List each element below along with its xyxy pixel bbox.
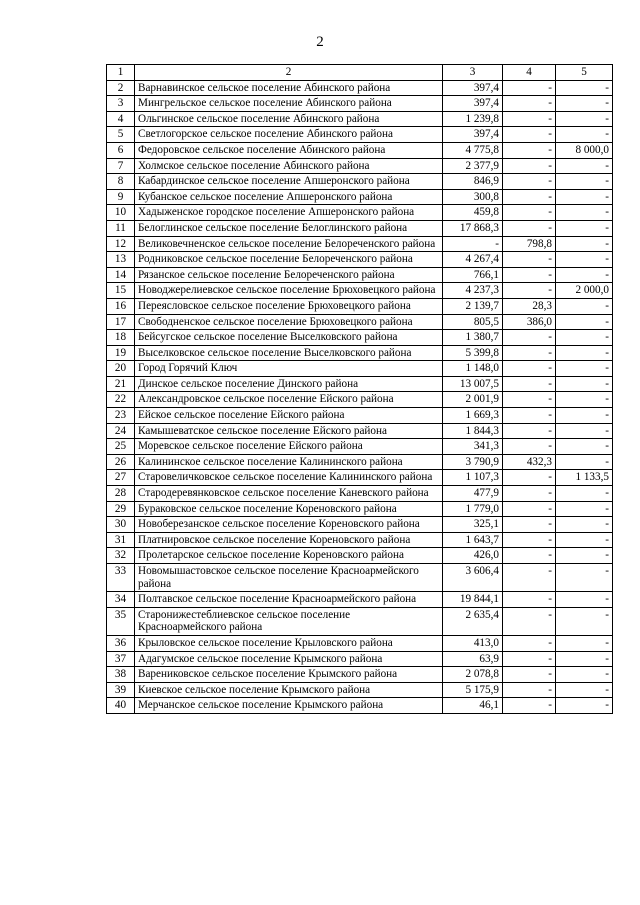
row-number-cell: 8 xyxy=(107,174,135,190)
row-number-cell: 27 xyxy=(107,470,135,486)
value-col3-cell: 426,0 xyxy=(443,548,503,564)
value-col3-cell: - xyxy=(443,236,503,252)
row-number-cell: 34 xyxy=(107,592,135,608)
row-number-cell: 16 xyxy=(107,298,135,314)
value-col4-cell: - xyxy=(503,361,556,377)
value-col4-cell: - xyxy=(503,635,556,651)
table-row xyxy=(107,682,613,698)
settlement-name-cell: Ольгинское сельское поселение Абинского района xyxy=(135,111,443,127)
value-col4-cell: 386,0 xyxy=(503,314,556,330)
value-col4-cell: - xyxy=(503,111,556,127)
table-row xyxy=(107,698,613,714)
table-row xyxy=(107,236,613,252)
settlement-name-cell: Федоровское сельское поселение Абинского района xyxy=(135,142,443,158)
value-col5-cell: - xyxy=(556,392,613,408)
value-col5-cell: 1 133,5 xyxy=(556,470,613,486)
value-col4-cell: - xyxy=(503,158,556,174)
row-number-cell: 13 xyxy=(107,252,135,268)
value-col5-cell: - xyxy=(556,682,613,698)
value-col5-cell: - xyxy=(556,501,613,517)
value-col3-cell: 766,1 xyxy=(443,267,503,283)
value-col4-cell: - xyxy=(503,252,556,268)
value-col5-cell: - xyxy=(556,174,613,190)
table-row xyxy=(107,651,613,667)
row-number-cell: 17 xyxy=(107,314,135,330)
value-col3-cell: 19 844,1 xyxy=(443,592,503,608)
value-col4-cell: - xyxy=(503,127,556,143)
value-col3-cell: 805,5 xyxy=(443,314,503,330)
table-row xyxy=(107,142,613,158)
settlement-name-cell: Кабардинское сельское поселение Апшеронского района xyxy=(135,174,443,190)
settlement-name-cell: Свободненское сельское поселение Брюховецкого района xyxy=(135,314,443,330)
value-col5-cell: - xyxy=(556,564,613,592)
value-col4-cell: 432,3 xyxy=(503,454,556,470)
value-col3-cell: 5 399,8 xyxy=(443,345,503,361)
value-col3-cell: 1 643,7 xyxy=(443,532,503,548)
row-number-cell: 19 xyxy=(107,345,135,361)
row-number-cell: 3 xyxy=(107,96,135,112)
value-col4-cell: - xyxy=(503,548,556,564)
settlement-name-cell: Белоглинское сельское поселение Белоглинского района xyxy=(135,220,443,236)
value-col5-cell: - xyxy=(556,189,613,205)
value-col4-cell: - xyxy=(503,220,556,236)
value-col5-cell: - xyxy=(556,698,613,714)
value-col3-cell: 1 380,7 xyxy=(443,330,503,346)
row-number-cell: 28 xyxy=(107,486,135,502)
value-col3-cell: 2 001,9 xyxy=(443,392,503,408)
settlement-name-cell: Киевское сельское поселение Крымского района xyxy=(135,682,443,698)
table-row xyxy=(107,564,613,592)
table-row xyxy=(107,345,613,361)
table-row xyxy=(107,80,613,96)
settlement-name-cell: Выселковское сельское поселение Выселковского района xyxy=(135,345,443,361)
settlement-name-cell: Варениковское сельское поселение Крымского района xyxy=(135,667,443,683)
value-col5-cell: - xyxy=(556,236,613,252)
row-number-cell: 10 xyxy=(107,205,135,221)
row-number-cell: 15 xyxy=(107,283,135,299)
value-col5-cell: - xyxy=(556,205,613,221)
value-col4-cell: - xyxy=(503,607,556,635)
value-col4-cell: - xyxy=(503,564,556,592)
table-row xyxy=(107,252,613,268)
value-col4-cell: - xyxy=(503,174,556,190)
table-row xyxy=(107,592,613,608)
table-row xyxy=(107,439,613,455)
value-col3-cell: 397,4 xyxy=(443,80,503,96)
value-col5-cell: - xyxy=(556,532,613,548)
value-col5-cell: - xyxy=(556,361,613,377)
value-col4-cell: - xyxy=(503,283,556,299)
value-col5-cell: - xyxy=(556,517,613,533)
row-number-cell: 40 xyxy=(107,698,135,714)
value-col5-cell: 2 000,0 xyxy=(556,283,613,299)
value-col4-cell: - xyxy=(503,142,556,158)
table-row xyxy=(107,607,613,635)
value-col3-cell: 1 148,0 xyxy=(443,361,503,377)
value-col4-cell: - xyxy=(503,667,556,683)
column-header: 1 xyxy=(107,65,135,81)
row-number-cell: 31 xyxy=(107,532,135,548)
settlement-name-cell: Стародеревянковское сельское поселение Каневского района xyxy=(135,486,443,502)
value-col4-cell: - xyxy=(503,330,556,346)
row-number-cell: 11 xyxy=(107,220,135,236)
value-col3-cell: 397,4 xyxy=(443,96,503,112)
table-row xyxy=(107,205,613,221)
table-row xyxy=(107,392,613,408)
table-row xyxy=(107,635,613,651)
value-col4-cell: - xyxy=(503,470,556,486)
settlement-name-cell: Холмское сельское поселение Абинского района xyxy=(135,158,443,174)
value-col4-cell: - xyxy=(503,189,556,205)
value-col3-cell: 2 078,8 xyxy=(443,667,503,683)
settlement-name-cell: Моревское сельское поселение Ейского района xyxy=(135,439,443,455)
value-col4-cell: - xyxy=(503,698,556,714)
column-header: 5 xyxy=(556,65,613,81)
table-row xyxy=(107,501,613,517)
row-number-cell: 33 xyxy=(107,564,135,592)
table-row xyxy=(107,283,613,299)
row-number-cell: 39 xyxy=(107,682,135,698)
value-col5-cell: - xyxy=(556,267,613,283)
row-number-cell: 18 xyxy=(107,330,135,346)
value-col5-cell: - xyxy=(556,423,613,439)
table-row xyxy=(107,423,613,439)
value-col3-cell: 846,9 xyxy=(443,174,503,190)
settlement-name-cell: Переясловское сельское поселение Брюховецкого района xyxy=(135,298,443,314)
table-row xyxy=(107,96,613,112)
settlements-table xyxy=(106,64,613,714)
row-number-cell: 23 xyxy=(107,408,135,424)
row-number-cell: 30 xyxy=(107,517,135,533)
value-col3-cell: 1 844,3 xyxy=(443,423,503,439)
row-number-cell: 24 xyxy=(107,423,135,439)
value-col5-cell: - xyxy=(556,158,613,174)
row-number-cell: 25 xyxy=(107,439,135,455)
value-col4-cell: - xyxy=(503,682,556,698)
value-col4-cell: - xyxy=(503,392,556,408)
row-number-cell: 7 xyxy=(107,158,135,174)
value-col3-cell: 413,0 xyxy=(443,635,503,651)
value-col4-cell: - xyxy=(503,345,556,361)
value-col3-cell: 1 669,3 xyxy=(443,408,503,424)
value-col3-cell: 325,1 xyxy=(443,517,503,533)
row-number-cell: 22 xyxy=(107,392,135,408)
settlement-name-cell: Хадыженское городское поселение Апшеронского района xyxy=(135,205,443,221)
row-number-cell: 2 xyxy=(107,80,135,96)
value-col3-cell: 3 606,4 xyxy=(443,564,503,592)
settlement-name-cell: Новоберезанское сельское поселение Кореновского района xyxy=(135,517,443,533)
value-col3-cell: 459,8 xyxy=(443,205,503,221)
settlement-name-cell: Мингрельское сельское поселение Абинского района xyxy=(135,96,443,112)
value-col3-cell: 2 635,4 xyxy=(443,607,503,635)
value-col5-cell: - xyxy=(556,439,613,455)
value-col5-cell: - xyxy=(556,127,613,143)
value-col3-cell: 46,1 xyxy=(443,698,503,714)
settlement-name-cell: Крыловское сельское поселение Крыловского района xyxy=(135,635,443,651)
settlement-name-cell: Светлогорское сельское поселение Абинского района xyxy=(135,127,443,143)
value-col5-cell: - xyxy=(556,80,613,96)
table-row xyxy=(107,454,613,470)
value-col5-cell: - xyxy=(556,548,613,564)
value-col4-cell: - xyxy=(503,592,556,608)
table-row xyxy=(107,408,613,424)
table-row xyxy=(107,220,613,236)
settlement-name-cell: Бураковское сельское поселение Кореновского района xyxy=(135,501,443,517)
value-col5-cell: - xyxy=(556,635,613,651)
value-col4-cell: - xyxy=(503,501,556,517)
value-col3-cell: 1 107,3 xyxy=(443,470,503,486)
row-number-cell: 29 xyxy=(107,501,135,517)
value-col5-cell: - xyxy=(556,345,613,361)
value-col4-cell: - xyxy=(503,439,556,455)
value-col3-cell: 3 790,9 xyxy=(443,454,503,470)
table-row xyxy=(107,111,613,127)
value-col4-cell: - xyxy=(503,651,556,667)
settlement-name-cell: Александровское сельское поселение Ейского района xyxy=(135,392,443,408)
row-number-cell: 21 xyxy=(107,376,135,392)
settlement-name-cell: Пролетарское сельское поселение Кореновского района xyxy=(135,548,443,564)
value-col5-cell: - xyxy=(556,454,613,470)
value-col4-cell: - xyxy=(503,532,556,548)
value-col5-cell: - xyxy=(556,220,613,236)
value-col4-cell: - xyxy=(503,423,556,439)
value-col4-cell: - xyxy=(503,96,556,112)
column-header: 4 xyxy=(503,65,556,81)
table-row xyxy=(107,127,613,143)
settlement-name-cell: Новоджерелиевское сельское поселение Брюховецкого района xyxy=(135,283,443,299)
value-col5-cell: - xyxy=(556,298,613,314)
table-row xyxy=(107,174,613,190)
value-col5-cell: - xyxy=(556,314,613,330)
value-col3-cell: 17 868,3 xyxy=(443,220,503,236)
settlement-name-cell: Мерчанское сельское поселение Крымского района xyxy=(135,698,443,714)
settlement-name-cell: Динское сельское поселение Динского района xyxy=(135,376,443,392)
settlement-name-cell: Кубанское сельское поселение Апшеронского района xyxy=(135,189,443,205)
table-row xyxy=(107,158,613,174)
row-number-cell: 9 xyxy=(107,189,135,205)
value-col4-cell: 798,8 xyxy=(503,236,556,252)
settlement-name-cell: Калининское сельское поселение Калининского района xyxy=(135,454,443,470)
settlement-name-cell: Камышеватское сельское поселение Ейского района xyxy=(135,423,443,439)
value-col4-cell: 28,3 xyxy=(503,298,556,314)
table-row xyxy=(107,361,613,377)
value-col3-cell: 1 779,0 xyxy=(443,501,503,517)
value-col5-cell: - xyxy=(556,592,613,608)
value-col3-cell: 341,3 xyxy=(443,439,503,455)
value-col3-cell: 4 775,8 xyxy=(443,142,503,158)
value-col3-cell: 300,8 xyxy=(443,189,503,205)
value-col5-cell: - xyxy=(556,252,613,268)
row-number-cell: 35 xyxy=(107,607,135,635)
settlement-name-cell: Ейское сельское поселение Ейского района xyxy=(135,408,443,424)
row-number-cell: 14 xyxy=(107,267,135,283)
settlement-name-cell: Старовеличковское сельское поселение Калининского района xyxy=(135,470,443,486)
row-number-cell: 12 xyxy=(107,236,135,252)
settlement-name-cell: Платнировское сельское поселение Кореновского района xyxy=(135,532,443,548)
value-col5-cell: 8 000,0 xyxy=(556,142,613,158)
value-col5-cell: - xyxy=(556,651,613,667)
value-col5-cell: - xyxy=(556,667,613,683)
table-body xyxy=(107,65,613,714)
row-number-cell: 38 xyxy=(107,667,135,683)
value-col4-cell: - xyxy=(503,376,556,392)
row-number-cell: 6 xyxy=(107,142,135,158)
settlement-name-cell: Великовечненское сельское поселение Белореченского района xyxy=(135,236,443,252)
value-col3-cell: 2 377,9 xyxy=(443,158,503,174)
value-col4-cell: - xyxy=(503,486,556,502)
value-col3-cell: 2 139,7 xyxy=(443,298,503,314)
settlement-name-cell: Старонижестеблиевское сельское поселение Красноармейского района xyxy=(135,607,443,635)
value-col5-cell: - xyxy=(556,607,613,635)
row-number-cell: 26 xyxy=(107,454,135,470)
row-number-cell: 36 xyxy=(107,635,135,651)
settlement-name-cell: Город Горячий Ключ xyxy=(135,361,443,377)
table-header-row xyxy=(107,65,613,81)
table-row xyxy=(107,298,613,314)
settlement-name-cell: Адагумское сельское поселение Крымского района xyxy=(135,651,443,667)
value-col4-cell: - xyxy=(503,517,556,533)
table-row xyxy=(107,330,613,346)
value-col3-cell: 4 267,4 xyxy=(443,252,503,268)
row-number-cell: 37 xyxy=(107,651,135,667)
table-row xyxy=(107,314,613,330)
value-col5-cell: - xyxy=(556,111,613,127)
table-row xyxy=(107,517,613,533)
settlement-name-cell: Новомышастовское сельское поселение Красноармейского района xyxy=(135,564,443,592)
settlement-name-cell: Родниковское сельское поселение Белореченского района xyxy=(135,252,443,268)
table-row xyxy=(107,376,613,392)
column-header: 3 xyxy=(443,65,503,81)
value-col4-cell: - xyxy=(503,408,556,424)
row-number-cell: 5 xyxy=(107,127,135,143)
value-col3-cell: 5 175,9 xyxy=(443,682,503,698)
value-col3-cell: 1 239,8 xyxy=(443,111,503,127)
table-row xyxy=(107,189,613,205)
value-col5-cell: - xyxy=(556,408,613,424)
settlement-name-cell: Рязанское сельское поселение Белореченского района xyxy=(135,267,443,283)
table-row xyxy=(107,486,613,502)
value-col5-cell: - xyxy=(556,486,613,502)
settlement-name-cell: Варнавинское сельское поселение Абинского района xyxy=(135,80,443,96)
settlement-name-cell: Бейсугское сельское поселение Выселковского района xyxy=(135,330,443,346)
value-col5-cell: - xyxy=(556,330,613,346)
table-row xyxy=(107,267,613,283)
settlement-name-cell: Полтавское сельское поселение Красноармейского района xyxy=(135,592,443,608)
table-row xyxy=(107,532,613,548)
value-col3-cell: 477,9 xyxy=(443,486,503,502)
column-header: 2 xyxy=(135,65,443,81)
row-number-cell: 32 xyxy=(107,548,135,564)
table-row xyxy=(107,470,613,486)
value-col5-cell: - xyxy=(556,96,613,112)
table-row xyxy=(107,667,613,683)
value-col3-cell: 397,4 xyxy=(443,127,503,143)
value-col4-cell: - xyxy=(503,205,556,221)
table-row xyxy=(107,548,613,564)
value-col3-cell: 13 007,5 xyxy=(443,376,503,392)
row-number-cell: 4 xyxy=(107,111,135,127)
page-number: 2 xyxy=(316,34,324,50)
value-col4-cell: - xyxy=(503,80,556,96)
row-number-cell: 20 xyxy=(107,361,135,377)
value-col5-cell: - xyxy=(556,376,613,392)
value-col3-cell: 63,9 xyxy=(443,651,503,667)
value-col3-cell: 4 237,3 xyxy=(443,283,503,299)
value-col4-cell: - xyxy=(503,267,556,283)
